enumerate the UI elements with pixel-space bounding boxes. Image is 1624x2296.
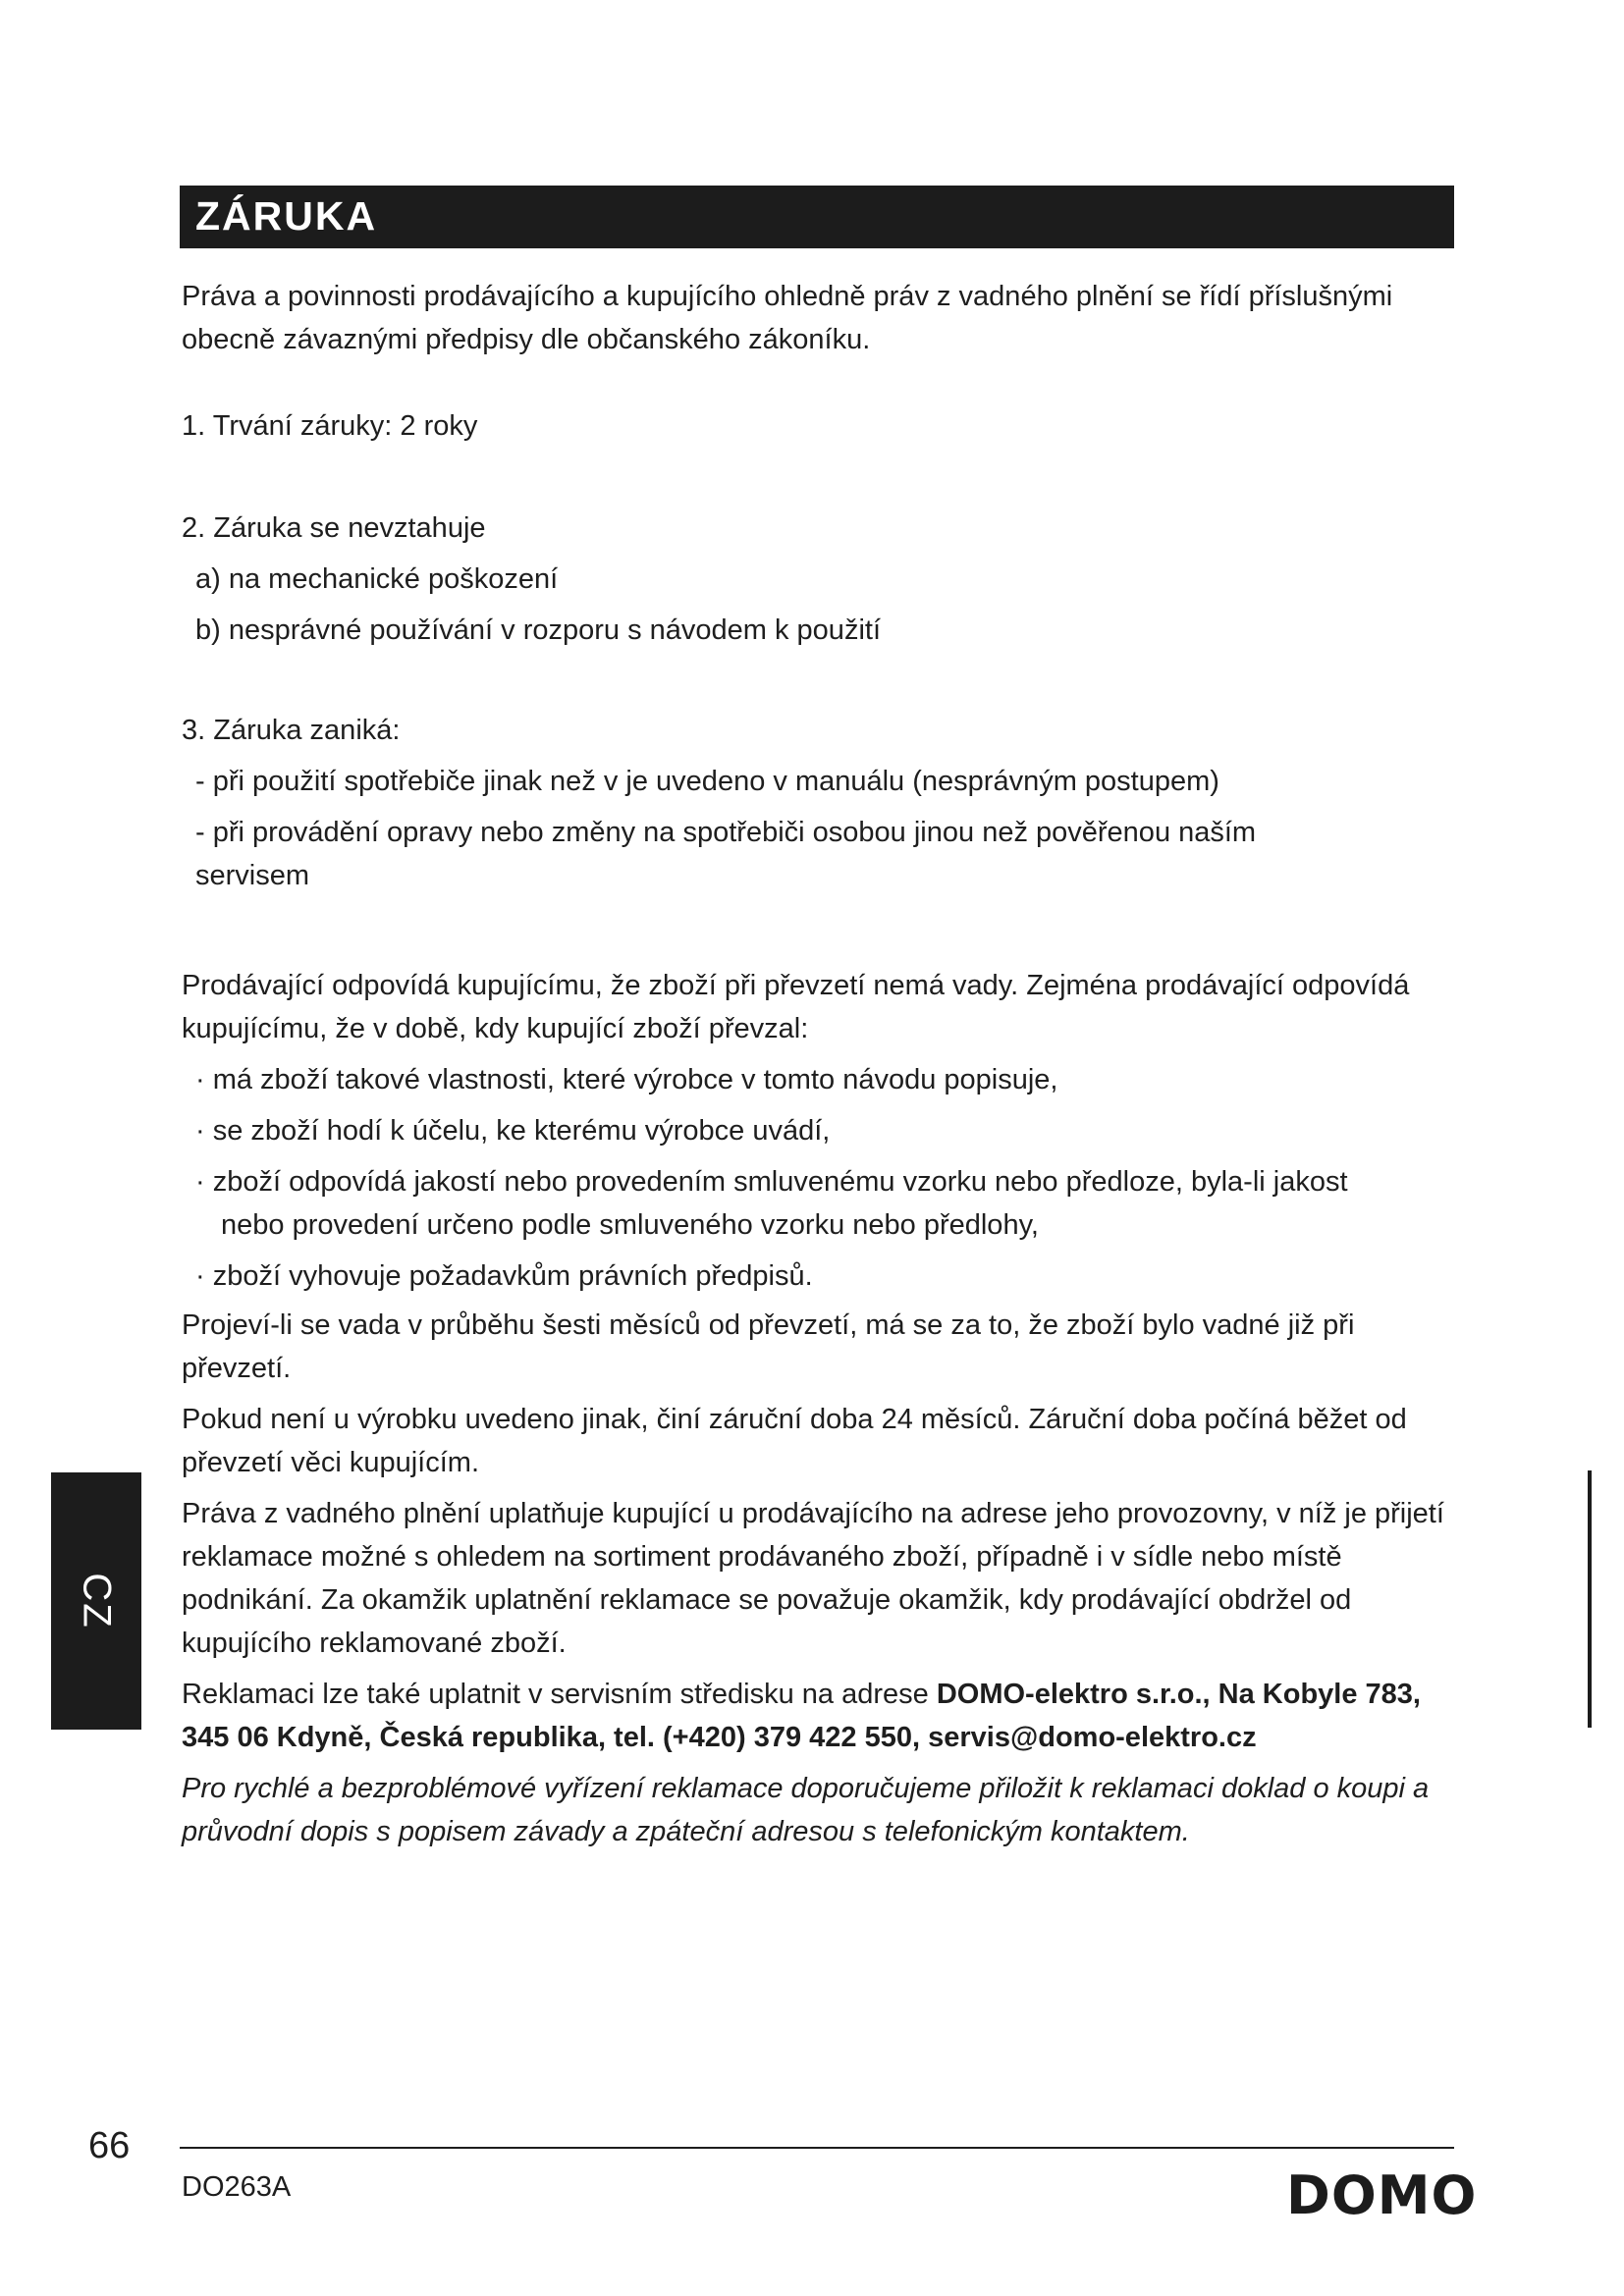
service-center-address: DOMO-elektro s.r.o., Na Kobyle 783, 345 06 Kdyně, Česká republika, tel. (+420) 379 422 550, servis@domo-elektro.cz bbox=[182, 1679, 1421, 1753]
claims-paragraph: Práva z vadného plnění uplatňuje kupující u prodávajícího na adrese jeho provozovny, v níž je přijetí reklamace možné s ohledem na sortiment prodávaného zboží, případně i v sídle nebo místě podnikání. Za okamžik uplatnění reklamace se považuje okamžik, kdy prodávající obdržel od kupujícího reklamované zboží. bbox=[182, 1498, 1444, 1659]
seller-bullet-4: · zboží vyhovuje požadavkům právních předpisů. bbox=[195, 1260, 813, 1292]
seller-bullet-1: · má zboží takové vlastnosti, které výrobce v tomto návodu popisuje, bbox=[195, 1064, 1058, 1095]
language-code: CZ bbox=[75, 1573, 119, 1629]
language-side-tab bbox=[51, 1472, 141, 1730]
warranty-item-1: 1. Trvání záruky: 2 roky bbox=[182, 410, 478, 442]
service-center-text: Reklamaci lze také uplatnit v servisním středisku na adrese bbox=[182, 1679, 937, 1710]
right-margin-rule bbox=[1588, 1470, 1592, 1728]
intro-paragraph: Práva a povinnosti prodávajícího a kupujícího ohledně práv z vadného plnění se řídí příslušnými obecně závaznými předpisy dle občanského zákoníku. bbox=[182, 281, 1393, 355]
seller-bullet-3: · zboží odpovídá jakostí nebo provedením smluvenému vzorku nebo předloze, byla-li jakost bbox=[195, 1166, 1348, 1198]
model-code: DO263A bbox=[182, 2171, 292, 2203]
warranty-item-2b: b) nesprávné používání v rozporu s návodem k použití bbox=[195, 614, 881, 646]
domo-logo: DOMO bbox=[1286, 2164, 1478, 2226]
seller-bullet-2: · se zboží hodí k účelu, ke kterému výrobce uvádí, bbox=[195, 1115, 831, 1147]
warranty-item-2a: a) na mechanické poškození bbox=[195, 563, 559, 595]
defect-paragraph: Projeví-li se vada v průběhu šesti měsíců od převzetí, má se za to, že zboží bylo vadné již při převzetí. bbox=[182, 1309, 1355, 1384]
seller-bullet-3-continuation: nebo provedení určeno podle smluveného vzorku nebo předlohy, bbox=[221, 1209, 1039, 1241]
seller-liability-paragraph: Prodávající odpovídá kupujícímu, že zboží při převzetí nemá vady. Zejména prodávající odpovídá kupujícímu, že v době, kdy kupující zboží převzal: bbox=[182, 970, 1410, 1044]
warranty-text bbox=[182, 275, 1458, 1853]
warranty-item-3b: - při provádění opravy nebo změny na spotřebiči osobou jinou než pověřenou naším servisem bbox=[195, 817, 1257, 891]
warranty-item-3-heading: 3. Záruka zaniká: bbox=[182, 715, 401, 746]
service-center-paragraph bbox=[182, 1673, 1458, 1759]
warranty-period-paragraph: Pokud není u výrobku uvedeno jinak, činí záruční doba 24 měsíců. Záruční doba počíná běžet od převzetí věci kupujícím. bbox=[182, 1404, 1407, 1478]
warranty-item-2-heading: 2. Záruka se nevztahuje bbox=[182, 512, 486, 544]
claim-advice-paragraph: Pro rychlé a bezproblémové vyřízení reklamace doporučujeme přiložit k reklamaci doklad o koupi a průvodní dopis s popisem závady a zpáteční adresou s telefonickým kontaktem. bbox=[182, 1773, 1430, 1847]
page-number: 66 bbox=[88, 2125, 131, 2166]
warranty-item-3a: - při použití spotřebiče jinak než v je uvedeno v manuálu (nesprávným postupem) bbox=[195, 766, 1219, 797]
footer-divider bbox=[180, 2147, 1454, 2149]
section-title: ZÁRUKA bbox=[195, 193, 378, 239]
section-header-bar bbox=[180, 186, 1454, 248]
